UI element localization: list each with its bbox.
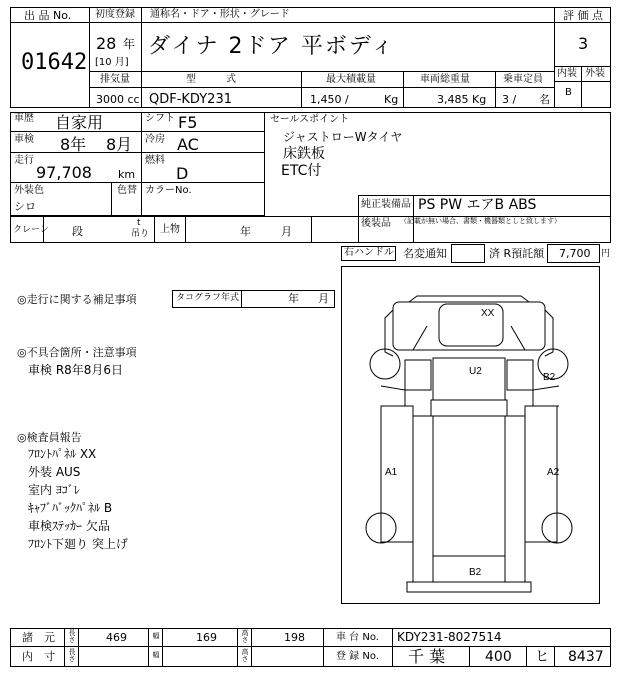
- max-load-value: 1,450 /: [310, 93, 349, 106]
- inspector-4: ｷｬﾌﾞﾊﾞｯｸﾊﾟﾈﾙ B: [28, 501, 113, 515]
- reg-label: 登 録 No.: [336, 651, 379, 662]
- score-value: 3: [578, 34, 589, 53]
- mark-left-bed: A1: [385, 467, 398, 478]
- color-change-label: 色替: [117, 185, 137, 196]
- inspection-month: 8月: [106, 135, 133, 154]
- mark-tailgate: B2: [469, 567, 482, 578]
- inspector-label: ◎検査員報告: [17, 431, 82, 444]
- color-no-label: カラーNo.: [145, 185, 192, 196]
- mark-right-upper: B2: [543, 372, 556, 383]
- shift-label: シフト: [145, 113, 175, 124]
- name-change-label: 名変通知: [403, 247, 447, 260]
- sales-point-2: 床鉄板: [283, 146, 325, 162]
- ac-label: 冷房: [145, 134, 165, 145]
- inner-height-label: 高さ: [241, 648, 249, 662]
- name-change-box: [451, 244, 485, 263]
- mark-roof: U2: [469, 366, 482, 377]
- inspector-1: ﾌﾛﾝﾄﾊﾟﾈﾙ XX: [28, 447, 97, 461]
- displacement-value: 3000 cc: [96, 93, 140, 106]
- cab-roof: [433, 358, 505, 400]
- loader-year: 年: [240, 225, 251, 238]
- score-label: 評 価 点: [563, 9, 603, 22]
- loader-month: 月: [281, 225, 292, 238]
- exterior-label: 外装: [585, 68, 605, 79]
- chassis-value: KDY231-8027514: [397, 630, 502, 644]
- first-reg-label: 初度登録: [95, 9, 135, 20]
- capacity-value: 3 /: [502, 93, 517, 106]
- tacho-month: 月: [318, 292, 329, 305]
- sales-point-3: ETC付: [281, 163, 322, 179]
- cab-top: [409, 296, 529, 302]
- mark-front-panel: XX: [481, 308, 495, 319]
- max-load-unit: Kg: [384, 93, 399, 106]
- equipment-value: PS PW エアB ABS: [418, 197, 537, 213]
- cab-left-side: [405, 360, 431, 390]
- fuel-value: D: [176, 164, 189, 183]
- ac-value: AC: [177, 135, 199, 154]
- max-load-label: 最大積載量: [326, 74, 376, 85]
- aftermarket-label: 後装品: [361, 218, 391, 229]
- inner-label: 内 寸: [22, 650, 55, 663]
- height-value: 198: [284, 631, 305, 644]
- loader-label: 上物: [160, 224, 180, 235]
- first-reg-year: 28: [96, 34, 117, 53]
- mark-right-bed: A2: [547, 467, 560, 478]
- crane-stage: 段: [72, 225, 83, 238]
- defect-1: 車検 R8年8月6日: [28, 363, 124, 377]
- interior-label: 内装: [557, 68, 577, 79]
- equipment-label: 純正装備品: [361, 199, 411, 210]
- history-value: 自家用: [55, 113, 104, 132]
- bed-left-top: [381, 386, 405, 406]
- bed-right-top: [533, 386, 559, 406]
- first-reg-month: [10 月]: [95, 57, 129, 68]
- cab-back: [431, 400, 507, 416]
- lot-label: 出 品 No.: [24, 9, 72, 22]
- sales-label: セールスポイント: [270, 114, 350, 125]
- front-left-wheel: [370, 349, 400, 379]
- first-reg-year-unit: 年: [123, 37, 136, 51]
- recycle-label: 済 R預託額: [489, 247, 545, 260]
- recycle-amount: 7,700: [559, 247, 591, 260]
- ext-color-label: 外装色: [14, 185, 44, 196]
- reg-area: 千 葉: [408, 647, 446, 666]
- inspector-2: 外装 AUS: [28, 465, 81, 479]
- inner-width-label: 幅: [152, 651, 160, 658]
- lot-number: 01642: [21, 50, 88, 75]
- history-label: 車歴: [14, 113, 34, 124]
- shift-value: F5: [178, 113, 198, 132]
- inspector-3: 室内 ﾖｺﾞﾚ: [28, 483, 80, 497]
- driving-notes-label: ◎走行に関する補足事項: [17, 293, 137, 306]
- chassis-label: 車 台 No.: [336, 632, 379, 643]
- length-label: 長さ: [68, 629, 76, 643]
- tacho-year: 年: [288, 292, 299, 305]
- ext-color-value: シロ: [14, 200, 36, 213]
- truck-diagram: [341, 266, 600, 604]
- crane-hang: 吊り: [131, 229, 150, 239]
- capacity-unit: 名: [539, 93, 550, 106]
- rear-bumper: [407, 582, 531, 592]
- inspection-label: 車検: [14, 134, 34, 145]
- dims-label: 諸 元: [22, 631, 55, 644]
- inspector-5: 車検ｽﾃｯｶｰ 欠品: [28, 519, 110, 533]
- model-name: ダイナ 2ドア 平ボディ: [148, 34, 396, 59]
- mileage-label: 走行: [14, 155, 34, 166]
- mileage-value: 97,708: [36, 163, 92, 182]
- mileage-unit: km: [118, 168, 136, 181]
- length-value: 469: [106, 631, 127, 644]
- type-label: 型 式: [186, 74, 236, 85]
- tacho-label: タコグラフ年式: [176, 293, 240, 303]
- aftermarket-note: （記載が無い場合、書類・機器類としと致します）: [400, 217, 561, 225]
- inspector-6: ﾌﾛﾝﾄ下廻り 突上げ: [28, 537, 128, 551]
- capacity-label: 乗車定員: [503, 74, 543, 85]
- type-value: QDF-KDY231: [149, 92, 232, 107]
- width-label: 幅: [152, 632, 160, 639]
- crane-label: クレーン: [13, 225, 49, 235]
- reg-kana: ヒ: [535, 649, 549, 665]
- aftermarket-left: [358, 216, 359, 243]
- height-label: 高さ: [241, 629, 249, 643]
- defects-label: ◎不具合箇所・注意事項: [17, 346, 137, 359]
- cab-outline: [393, 302, 545, 350]
- bed-floor: [413, 416, 525, 582]
- model-label: 通称名・ドア・形状・グレード: [150, 9, 290, 20]
- fuel-label: 燃料: [145, 155, 165, 166]
- sales-point-1: ジャストローWタイヤ: [283, 130, 403, 144]
- reg-class: 400: [485, 649, 512, 665]
- gross-weight-value: 3,485 Kg: [437, 93, 487, 106]
- cab-right-side: [507, 360, 533, 390]
- rhd-label: 右ハンドル: [344, 247, 394, 258]
- crane-ton: t: [137, 218, 141, 228]
- width-value: 169: [196, 631, 217, 644]
- inner-length-label: 長さ: [68, 648, 76, 662]
- recycle-unit: 円: [601, 249, 611, 259]
- gross-weight-label: 車両総重量: [420, 74, 470, 85]
- interior-grade: B: [565, 87, 572, 98]
- displacement-label: 排気量: [100, 74, 130, 85]
- reg-number: 8437: [568, 649, 604, 665]
- inspection-year: 8年: [60, 135, 87, 154]
